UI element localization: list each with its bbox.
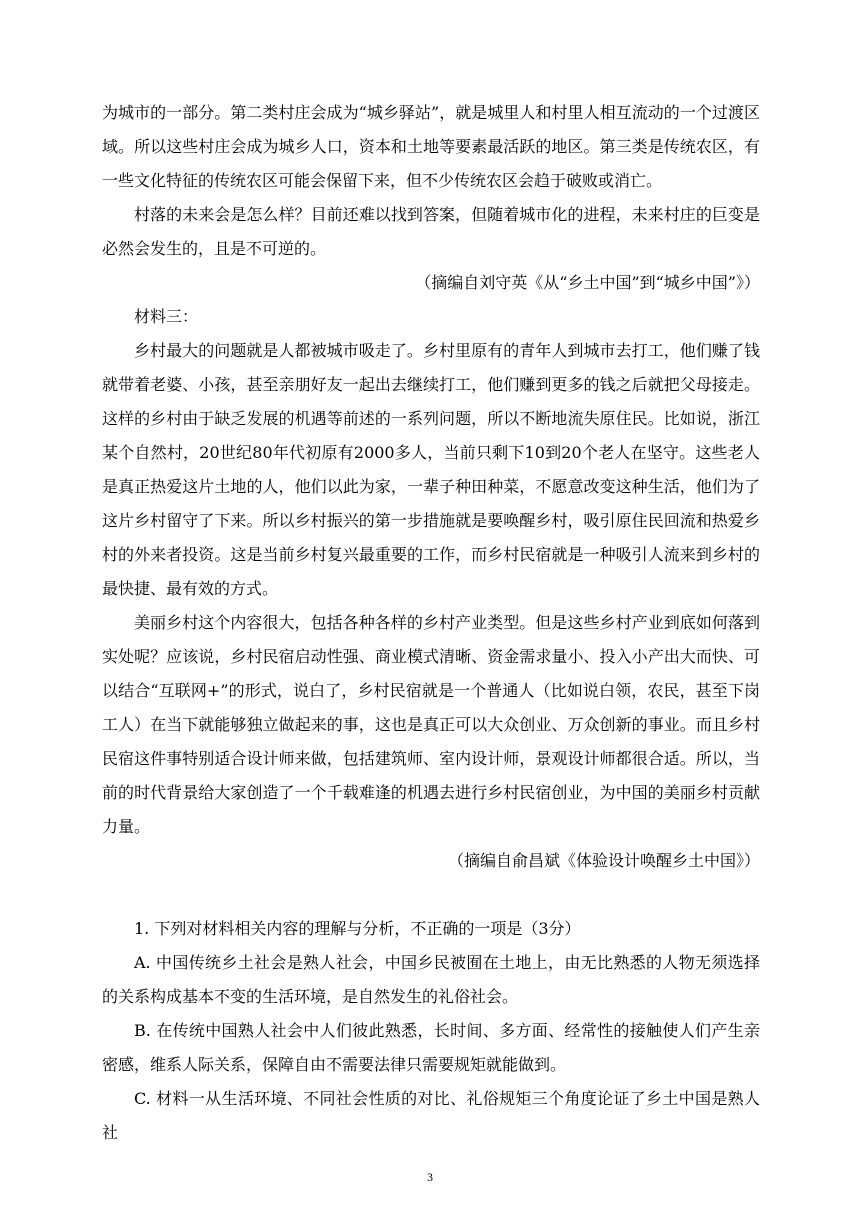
question-option-b: B. 在传统中国熟人社会中人们彼此熟悉，长时间、多方面、经常性的接触使人们产生亲密感，维系人际关系，保障自由不需要法律只需要规矩就能做到。 [102, 1021, 760, 1074]
paragraph-village-future: 村落的未来会是怎么样？目前还难以找到答案，但随着城市化的进程，未来村庄的巨变是必然会发生的，且是不可逆的。 [102, 205, 760, 258]
spacer [102, 878, 760, 912]
question-option-a: A. 中国传统乡土社会是熟人社会，中国乡民被囿在土地上，由无比熟悉的人物无须选择的关系构成基本不变的生活环境，是自然发生的礼俗社会。 [102, 953, 760, 1006]
document-body [102, 96, 760, 1150]
source-citation-3: （摘编自俞昌斌《体验设计唤醒乡土中国》） [447, 851, 760, 870]
question-stem: 1. 下列对材料相关内容的理解与分析，不正确的一项是（3分） [134, 919, 581, 938]
source-citation-2: （摘编自刘守英《从“乡土中国”到“城乡中国”》） [415, 273, 760, 292]
material-3-heading: 材料三： [134, 307, 199, 326]
question-option-c: C. 材料一从生活环境、不同社会性质的对比、礼俗规矩三个角度论证了乡土中国是熟人社 [102, 1089, 760, 1142]
paragraph-beautiful-village: 美丽乡村这个内容很大，包括各种各样的乡村产业类型。但是这些乡村产业到底如何落到实处呢？应该说，乡村民宿启动性强、商业模式清晰、资金需求量小、投入小产出大而快、可以结合“互联网+”的形式，说白了，乡村民宿就是一个普通人（比如说白领，农民，甚至下岗工人）在当下就能够独立做起来的事，这也是真正可以大众创业、万众创新的事业。而且乡村民宿这件事特别适合设计师来做，包括建筑师、室内设计师，景观设计师都很合适。所以，当前的时代背景给大家创造了一个千载难逢的机遇去进行乡村民宿创业，为中国的美丽乡村贡献力量。 [102, 613, 760, 836]
paragraph-rural-problem: 乡村最大的问题就是人都被城市吸走了。乡村里原有的青年人到城市去打工，他们赚了钱就带着老婆、小孩，甚至亲朋好友一起出去继续打工，他们赚到更多的钱之后就把父母接走。这样的乡村由于缺乏发展的机遇等前述的一系列问题，所以不断地流失原住民。比如说，浙江某个自然村，20世纪80年代初原有2000多人，当前只剩下10到20个老人在坚守。这些老人是真正热爱这片土地的人，他们以此为家，一辈子种田种菜，不愿意改变这种生活，他们为了这片乡村留守了下来。所以乡村振兴的第一步措施就是要唤醒乡村，吸引原住民回流和热爱乡村的外来者投资。这是当前乡村复兴最重要的工作，而乡村民宿就是一种吸引人流来到乡村的最快捷、最有效的方式。 [102, 341, 760, 598]
paragraph-continued: 为城市的一部分。第二类村庄会成为“城乡驿站”，就是城里人和村里人相互流动的一个过渡区域。所以这些村庄会成为城乡人口，资本和土地等要素最活跃的地区。第三类是传统农区，有一些文化特征的传统农区可能会保留下来，但不少传统农区会趋于破败或消亡。 [102, 103, 760, 190]
page-number: 3 [427, 1170, 433, 1184]
